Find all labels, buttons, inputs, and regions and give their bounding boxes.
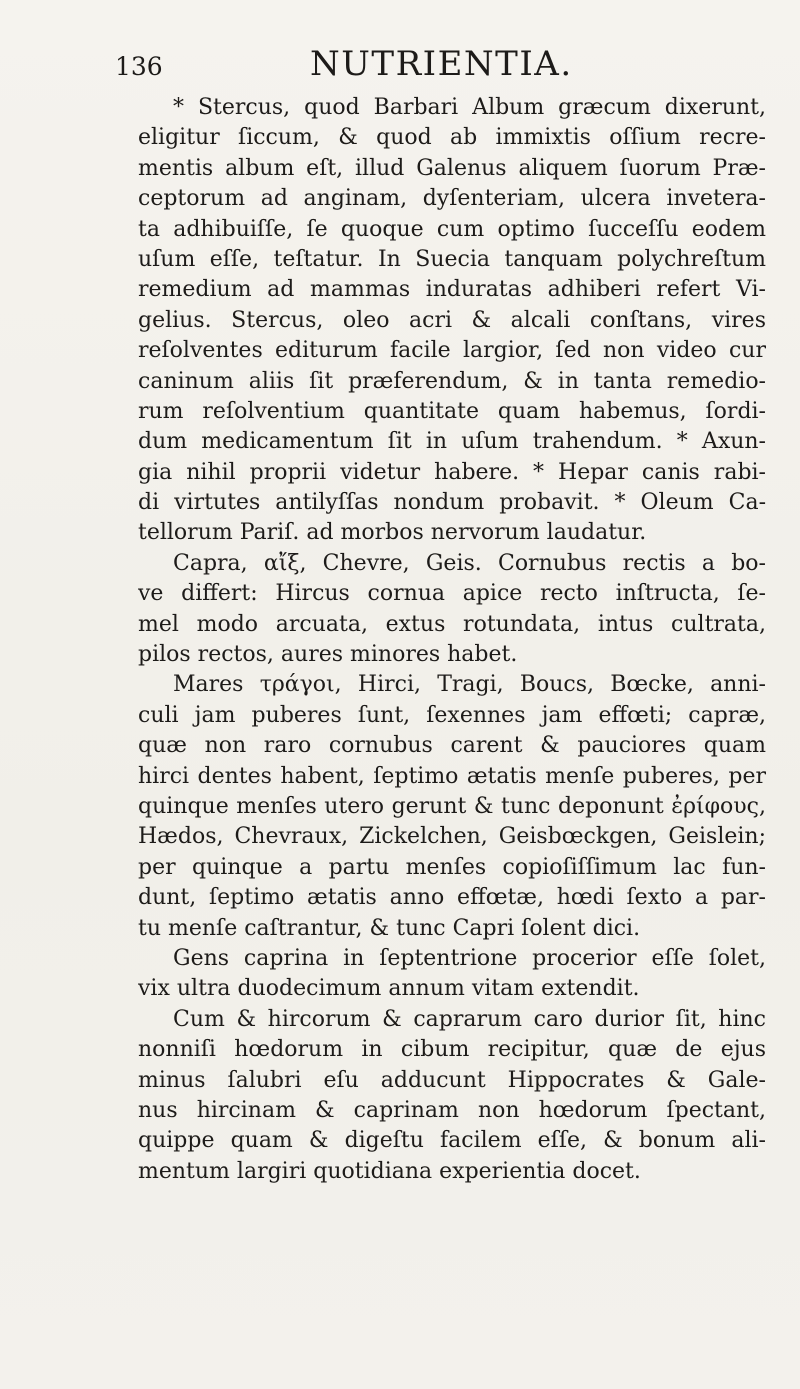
text-line: di virtutes antilyſſas nondum probavit. * Oleum Ca- bbox=[138, 490, 766, 516]
text-line: nonniſi hœdorum in cibum recipitur, quæ de ejus bbox=[138, 1037, 766, 1063]
text-line: hirci dentes habent, ſeptimo ætatis menſe puberes, per bbox=[138, 763, 766, 789]
text-line: tellorum Pariſ. ad morbos nervorum laudatur. bbox=[138, 520, 647, 546]
body-text bbox=[138, 93, 766, 1187]
text-line: * Stercus, quod Barbari Album græcum dixerunt, bbox=[173, 95, 766, 120]
text-line: Cum & hircorum & caprarum caro durior ſit, hinc bbox=[173, 1006, 766, 1032]
text-line: ta adhibuiſſe, ſe quoque cum optimo ſucceſſu eodem bbox=[138, 216, 766, 242]
text-line: culi jam puberes ſunt, ſexennes jam effœti; capræ, bbox=[138, 702, 766, 728]
text-line: mentis album eſt, illud Galenus aliquem ſuorum Præ- bbox=[138, 155, 766, 181]
text-line: rum reſolventium quantitate quam habemus, ſordi- bbox=[138, 398, 766, 424]
text-line: reſolventes editurum facile largior, ſed non video cur bbox=[138, 338, 766, 364]
text-line: mentum largiri quotidiana experientia docet. bbox=[138, 1158, 641, 1184]
text-line: eligitur ſiccum, & quod ab immixtis oſſium recre- bbox=[138, 125, 766, 151]
text-line: minus ſalubri eſu adducunt Hippocrates & Gale- bbox=[138, 1067, 766, 1093]
text-line: vix ultra duodecimum annum vitam extendit. bbox=[138, 976, 640, 1002]
text-line: gelius. Stercus, oleo acri & alcali conſtans, vires bbox=[138, 307, 766, 333]
text-line: ve differt: Hircus cornua apice recto inſtructa, ſe- bbox=[138, 581, 766, 607]
page-header bbox=[115, 44, 755, 84]
text-line: dum medicamentum ſit in uſum trahendum. * Axun- bbox=[138, 429, 766, 455]
text-line: caninum aliis ſit præferendum, & in tanta remedio- bbox=[138, 368, 766, 394]
text-line: dunt, ſeptimo ætatis anno effœtæ, hœdi ſexto a par- bbox=[138, 885, 766, 911]
text-line: per quinque a partu menſes copioſiſſimum lac fun- bbox=[138, 854, 766, 880]
text-line: gia nihil proprii videtur habere. * Hepar canis rabi- bbox=[138, 459, 766, 485]
running-title: NUTRIENTIA. bbox=[310, 44, 573, 84]
text-line: quippe quam & digeſtu facilem eſſe, & bonum ali- bbox=[138, 1128, 766, 1154]
text-line: quinque menſes utero gerunt & tunc deponunt ἐρίφους, bbox=[138, 793, 766, 819]
text-line: tu menſe caſtrantur, & tunc Capri ſolent dici. bbox=[138, 915, 641, 941]
text-line: remedium ad mammas induratas adhiberi refert Vi- bbox=[138, 277, 766, 303]
text-line: uſum eſſe, teſtatur. In Suecia tanquam polychreſtum bbox=[138, 246, 766, 272]
text-line: nus hircinam & caprinam non hœdorum ſpectant, bbox=[138, 1097, 766, 1123]
text-line: Hædos, Chevraux, Zickelchen, Geisbœckgen, Geislein; bbox=[138, 824, 766, 850]
text-line: Mares τράγοι, Hirci, Tragi, Boucs, Bœcke, anni- bbox=[173, 672, 766, 698]
page-number: 136 bbox=[115, 52, 163, 81]
text-line: pilos rectos, aures minores habet. bbox=[138, 642, 518, 668]
text-line: quæ non raro cornubus carent & pauciores quam bbox=[138, 733, 766, 759]
text-line: Capra, αἴξ, Chevre, Geis. Cornubus rectis a bo- bbox=[173, 550, 766, 576]
text-line: Gens caprina in ſeptentrione procerior eſſe ſolet, bbox=[173, 945, 766, 971]
text-line: mel modo arcuata, extus rotundata, intus cultrata, bbox=[138, 611, 766, 637]
text-line: ceptorum ad anginam, dyſenteriam, ulcera invetera- bbox=[138, 186, 766, 212]
